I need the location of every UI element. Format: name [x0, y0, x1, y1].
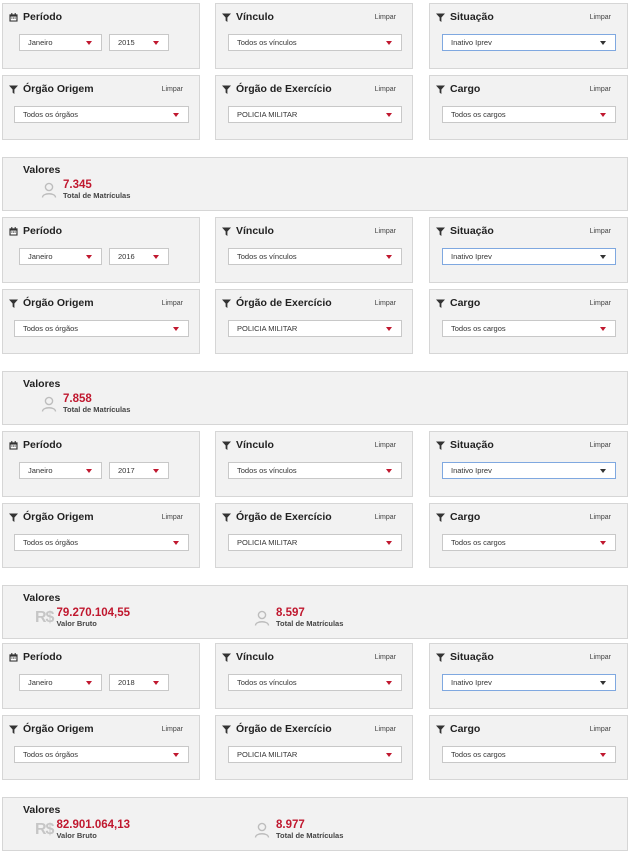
total-matriculas-label: Total de Matrículas — [63, 191, 131, 200]
year-select[interactable] — [109, 462, 169, 479]
chevron-down-icon — [386, 469, 392, 473]
clear-link[interactable]: Limpar — [374, 14, 396, 21]
clear-link[interactable]: Limpar — [589, 514, 611, 521]
filter-icon — [222, 299, 231, 308]
clear-link[interactable]: Limpar — [374, 300, 396, 307]
clear-link[interactable]: Limpar — [161, 86, 183, 93]
orgao-origem-panel — [2, 289, 200, 354]
month-select[interactable] — [19, 462, 102, 479]
clear-link[interactable]: Limpar — [589, 300, 611, 307]
vinculo-panel — [215, 431, 413, 497]
situacao-select[interactable] — [442, 674, 616, 691]
cargo-title: Cargo — [450, 723, 481, 735]
chevron-down-icon — [386, 255, 392, 259]
chevron-down-icon — [86, 255, 92, 259]
month-value: Janeiro — [28, 252, 53, 261]
situacao-title: Situação — [450, 11, 494, 23]
valores-panel — [2, 585, 628, 639]
orgao-origem-select[interactable] — [14, 320, 189, 337]
valores-panel — [2, 371, 628, 425]
valor-bruto-value: 79.270.104,55 — [56, 607, 130, 619]
calendar-icon — [9, 441, 18, 450]
orgao-origem-panel — [2, 503, 200, 568]
situacao-panel — [429, 643, 628, 709]
month-value: Janeiro — [28, 466, 53, 475]
clear-link[interactable]: Limpar — [589, 86, 611, 93]
orgao-exercicio-value: POLICIA MILITAR — [237, 110, 298, 119]
chevron-down-icon — [600, 469, 606, 473]
vinculo-value: Todos os vínculos — [237, 466, 297, 475]
clear-link[interactable]: Limpar — [374, 228, 396, 235]
chevron-down-icon — [153, 681, 159, 685]
filter-icon — [9, 299, 18, 308]
situacao-value: Inativo Iprev — [451, 466, 492, 475]
total-matriculas-stat — [254, 819, 343, 840]
filter-icon — [436, 653, 445, 662]
chevron-down-icon — [153, 255, 159, 259]
cargo-panel — [429, 289, 628, 354]
periodo-panel — [2, 217, 200, 283]
chevron-down-icon — [173, 113, 179, 117]
orgao-exercicio-title: Órgão de Exercício — [236, 297, 332, 309]
orgao-exercicio-panel — [215, 715, 413, 780]
cargo-select[interactable] — [442, 106, 616, 123]
total-matriculas-label: Total de Matrículas — [63, 405, 131, 414]
cargo-title: Cargo — [450, 83, 481, 95]
total-matriculas-stat — [254, 607, 343, 628]
year-value: 2016 — [118, 252, 135, 261]
filter-icon — [436, 725, 445, 734]
calendar-icon — [9, 13, 18, 22]
total-matriculas-stat — [41, 179, 130, 200]
situacao-title: Situação — [450, 439, 494, 451]
clear-link[interactable]: Limpar — [374, 654, 396, 661]
clear-link[interactable]: Limpar — [161, 300, 183, 307]
year-select[interactable] — [109, 674, 169, 691]
periodo-title: Período — [23, 225, 63, 237]
filter-icon — [222, 13, 231, 22]
situacao-value: Inativo Iprev — [451, 38, 492, 47]
chevron-down-icon — [600, 541, 606, 545]
situacao-select[interactable] — [442, 34, 616, 51]
valores-panel — [2, 157, 628, 211]
filter-icon — [222, 85, 231, 94]
vinculo-title: Vínculo — [236, 11, 274, 23]
orgao-origem-value: Todos os órgãos — [23, 324, 79, 333]
clear-link[interactable]: Limpar — [589, 14, 611, 21]
filter-icon — [436, 85, 445, 94]
clear-link[interactable]: Limpar — [589, 726, 611, 733]
chevron-down-icon — [600, 41, 606, 45]
year-value: 2017 — [118, 466, 135, 475]
valor-bruto-stat — [35, 607, 130, 628]
situacao-select[interactable] — [442, 462, 616, 479]
orgao-exercicio-panel — [215, 503, 413, 568]
orgao-exercicio-select[interactable] — [228, 320, 402, 337]
orgao-origem-select[interactable] — [14, 106, 189, 123]
chevron-down-icon — [153, 469, 159, 473]
vinculo-title: Vínculo — [236, 651, 274, 663]
orgao-origem-select[interactable] — [14, 746, 189, 763]
total-matriculas-label: Total de Matrículas — [276, 831, 344, 840]
total-matriculas-label: Total de Matrículas — [276, 619, 344, 628]
chevron-down-icon — [173, 541, 179, 545]
vinculo-select[interactable] — [228, 674, 402, 691]
vinculo-title: Vínculo — [236, 439, 274, 451]
orgao-exercicio-title: Órgão de Exercício — [236, 723, 332, 735]
orgao-origem-value: Todos os órgãos — [23, 538, 79, 547]
chevron-down-icon — [386, 41, 392, 45]
situacao-title: Situação — [450, 651, 494, 663]
month-value: Janeiro — [28, 678, 53, 687]
situacao-panel — [429, 217, 628, 283]
filter-icon — [9, 725, 18, 734]
year-select[interactable] — [109, 248, 169, 265]
periodo-panel — [2, 431, 200, 497]
vinculo-value: Todos os vínculos — [237, 678, 297, 687]
situacao-title: Situação — [450, 225, 494, 237]
month-select[interactable] — [19, 674, 102, 691]
situacao-value: Inativo Iprev — [451, 252, 492, 261]
calendar-icon — [9, 653, 18, 662]
user-icon — [254, 822, 270, 838]
cargo-select[interactable] — [442, 534, 616, 551]
cargo-value: Todos os cargos — [451, 750, 506, 759]
valores-panel — [2, 797, 628, 851]
orgao-origem-panel — [2, 715, 200, 780]
chevron-down-icon — [173, 753, 179, 757]
filter-icon — [9, 85, 18, 94]
calendar-icon — [9, 227, 18, 236]
total-matriculas-stat — [41, 393, 130, 414]
user-icon — [41, 182, 57, 198]
filter-icon — [222, 653, 231, 662]
orgao-exercicio-panel — [215, 289, 413, 354]
periodo-title: Período — [23, 651, 63, 663]
filter-icon — [222, 441, 231, 450]
valor-bruto-label: Valor Bruto — [56, 619, 97, 628]
situacao-value: Inativo Iprev — [451, 678, 492, 687]
vinculo-panel — [215, 3, 413, 69]
filter-icon — [436, 441, 445, 450]
orgao-origem-title: Órgão Origem — [23, 511, 94, 523]
chevron-down-icon — [600, 327, 606, 331]
clear-link[interactable]: Limpar — [374, 442, 396, 449]
filter-icon — [436, 299, 445, 308]
orgao-origem-panel — [2, 75, 200, 140]
orgao-origem-title: Órgão Origem — [23, 83, 94, 95]
clear-link[interactable]: Limpar — [374, 514, 396, 521]
vinculo-value: Todos os vínculos — [237, 38, 297, 47]
orgao-origem-title: Órgão Origem — [23, 723, 94, 735]
filter-icon — [436, 13, 445, 22]
clear-link[interactable]: Limpar — [161, 726, 183, 733]
year-value: 2018 — [118, 678, 135, 687]
valores-title: Valores — [23, 804, 61, 816]
orgao-origem-value: Todos os órgãos — [23, 110, 79, 119]
cargo-value: Todos os cargos — [451, 110, 506, 119]
orgao-exercicio-title: Órgão de Exercício — [236, 511, 332, 523]
cargo-select[interactable] — [442, 746, 616, 763]
cargo-title: Cargo — [450, 511, 481, 523]
user-icon — [254, 610, 270, 626]
clear-link[interactable]: Limpar — [161, 514, 183, 521]
chevron-down-icon — [86, 41, 92, 45]
situacao-panel — [429, 431, 628, 497]
orgao-exercicio-value: POLICIA MILITAR — [237, 538, 298, 547]
cargo-value: Todos os cargos — [451, 324, 506, 333]
valores-title: Valores — [23, 592, 61, 604]
vinculo-panel — [215, 217, 413, 283]
filter-icon — [222, 227, 231, 236]
user-icon — [41, 396, 57, 412]
orgao-exercicio-select[interactable] — [228, 746, 402, 763]
vinculo-value: Todos os vínculos — [237, 252, 297, 261]
month-value: Janeiro — [28, 38, 53, 47]
chevron-down-icon — [386, 681, 392, 685]
filter-icon — [9, 513, 18, 522]
vinculo-select[interactable] — [228, 462, 402, 479]
chevron-down-icon — [386, 541, 392, 545]
vinculo-select[interactable] — [228, 34, 402, 51]
total-matriculas-value: 8.977 — [276, 819, 305, 831]
chevron-down-icon — [86, 681, 92, 685]
periodo-panel — [2, 3, 200, 69]
clear-link[interactable]: Limpar — [589, 654, 611, 661]
valor-bruto-label: Valor Bruto — [56, 831, 97, 840]
filter-icon — [436, 513, 445, 522]
filter-icon — [222, 725, 231, 734]
situacao-panel — [429, 3, 628, 69]
total-matriculas-value: 8.597 — [276, 607, 305, 619]
chevron-down-icon — [600, 753, 606, 757]
year-value: 2015 — [118, 38, 135, 47]
situacao-select[interactable] — [442, 248, 616, 265]
orgao-exercicio-select[interactable] — [228, 106, 402, 123]
currency-icon: R$ — [35, 608, 54, 626]
orgao-exercicio-value: POLICIA MILITAR — [237, 324, 298, 333]
cargo-panel — [429, 715, 628, 780]
orgao-exercicio-title: Órgão de Exercício — [236, 83, 332, 95]
chevron-down-icon — [386, 113, 392, 117]
periodo-title: Período — [23, 439, 63, 451]
orgao-origem-title: Órgão Origem — [23, 297, 94, 309]
chevron-down-icon — [600, 113, 606, 117]
valores-title: Valores — [23, 378, 61, 390]
year-select[interactable] — [109, 34, 169, 51]
chevron-down-icon — [153, 41, 159, 45]
vinculo-title: Vínculo — [236, 225, 274, 237]
filter-icon — [222, 513, 231, 522]
chevron-down-icon — [386, 753, 392, 757]
clear-link[interactable]: Limpar — [374, 726, 396, 733]
total-matriculas-value: 7.858 — [63, 393, 92, 405]
cargo-select[interactable] — [442, 320, 616, 337]
month-select[interactable] — [19, 248, 102, 265]
chevron-down-icon — [600, 255, 606, 259]
total-matriculas-value: 7.345 — [63, 179, 92, 191]
chevron-down-icon — [386, 327, 392, 331]
vinculo-select[interactable] — [228, 248, 402, 265]
chevron-down-icon — [173, 327, 179, 331]
chevron-down-icon — [86, 469, 92, 473]
periodo-panel — [2, 643, 200, 709]
clear-link[interactable]: Limpar — [589, 228, 611, 235]
currency-icon: R$ — [35, 820, 54, 838]
chevron-down-icon — [600, 681, 606, 685]
vinculo-panel — [215, 643, 413, 709]
month-select[interactable] — [19, 34, 102, 51]
filter-icon — [436, 227, 445, 236]
clear-link[interactable]: Limpar — [374, 86, 396, 93]
cargo-panel — [429, 75, 628, 140]
valor-bruto-value: 82.901.064,13 — [56, 819, 130, 831]
clear-link[interactable]: Limpar — [589, 442, 611, 449]
orgao-exercicio-value: POLICIA MILITAR — [237, 750, 298, 759]
cargo-value: Todos os cargos — [451, 538, 506, 547]
orgao-exercicio-select[interactable] — [228, 534, 402, 551]
valores-title: Valores — [23, 164, 61, 176]
orgao-origem-value: Todos os órgãos — [23, 750, 79, 759]
cargo-title: Cargo — [450, 297, 481, 309]
orgao-exercicio-panel — [215, 75, 413, 140]
orgao-origem-select[interactable] — [14, 534, 189, 551]
periodo-title: Período — [23, 11, 63, 23]
cargo-panel — [429, 503, 628, 568]
valor-bruto-stat — [35, 819, 130, 840]
